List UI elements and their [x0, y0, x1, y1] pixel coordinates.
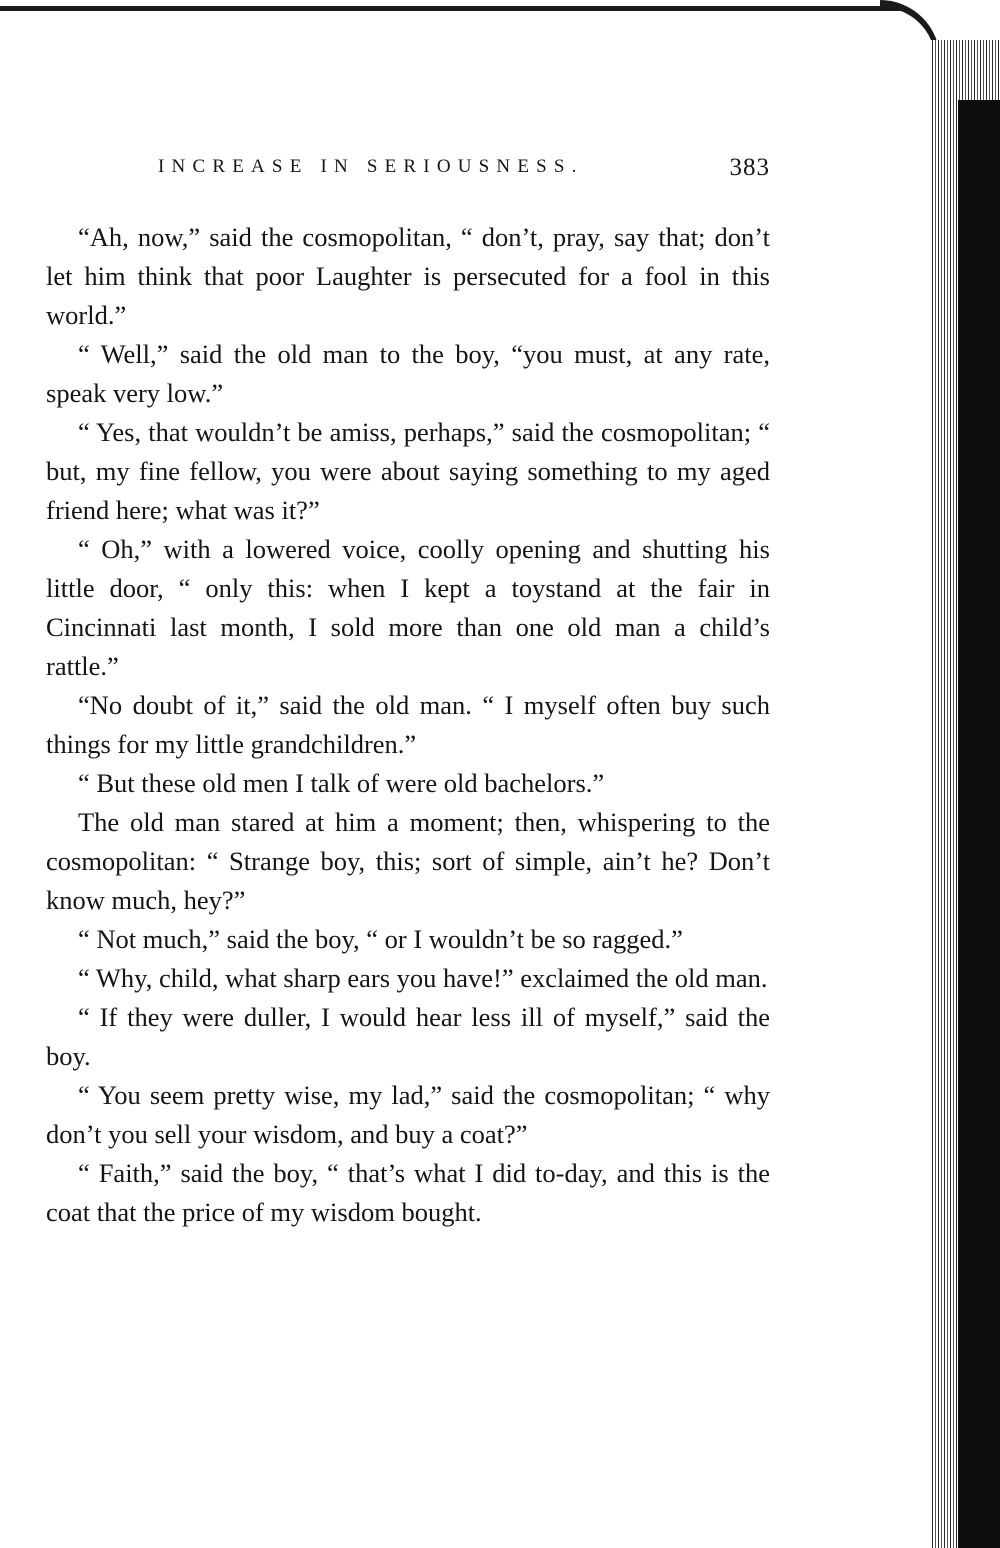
paragraph: “ If they were duller, I would hear less ill of myself,” said the boy. [46, 1002, 770, 1071]
paragraph: “ Yes, that wouldn’t be amiss, perhaps,” said the cosmopolitan; “ but, my fine fellow, you were about saying something to my aged friend here; what was it?” [46, 417, 770, 525]
paragraph: “ Well,” said the old man to the boy, “you must, at any rate, speak very low.” [46, 339, 770, 408]
page-edge-dark-band [958, 100, 1000, 1548]
paragraph: “ Not much,” said the boy, “ or I wouldn’t be so ragged.” [78, 924, 683, 954]
running-title: INCREASE IN SERIOUSNESS. [158, 156, 584, 177]
paragraph: “ Oh,” with a lowered voice, coolly opening and shutting his little door, “ only this: when I kept a toystand at the fair in Cincinnati last month, I sold more than one old man a child’s rattle.” [46, 534, 770, 681]
top-page-rule [0, 6, 905, 11]
paragraph: “No doubt of it,” said the old man. “ I myself often buy such things for my little grandchildren.” [46, 690, 770, 759]
paragraph: “ Why, child, what sharp ears you have!” exclaimed the old man. [78, 963, 768, 993]
paragraph: The old man stared at him a moment; then, whispering to the cosmopolitan: “ Strange boy, this; sort of simple, ain’t he? Don’t know much, hey?” [46, 807, 770, 915]
page-number: 383 [729, 154, 770, 181]
body-text [46, 218, 770, 1232]
running-head [158, 154, 770, 190]
paragraph: “Ah, now,” said the cosmopolitan, “ don’t, pray, say that; don’t let him think that poor Laughter is persecuted for a fool in this world.” [46, 222, 770, 330]
paragraph: “ You seem pretty wise, my lad,” said the cosmopolitan; “ why don’t you sell your wisdom, and buy a coat?” [46, 1080, 770, 1149]
paragraph: “ But these old men I talk of were old bachelors.” [78, 768, 605, 798]
paragraph: “ Faith,” said the boy, “ that’s what I did to-day, and this is the coat that the price of my wisdom bought. [46, 1158, 770, 1227]
